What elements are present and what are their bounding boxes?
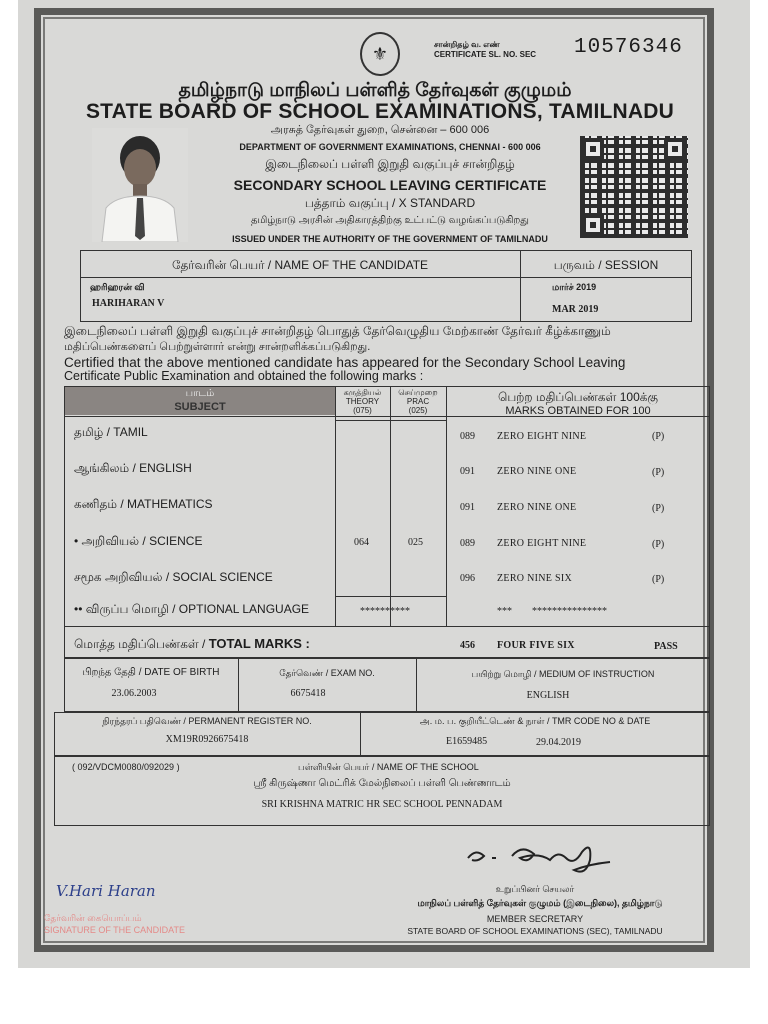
cert-title-tamil: இடைநிலைப் பள்ளி இறுதி வகுப்புச் சான்றிதழ்	[265, 157, 515, 171]
theory-optional: **********	[360, 606, 410, 617]
session-header: பருவம் / SESSION	[553, 258, 659, 272]
words-tamil: ZERO EIGHT NINE	[497, 431, 587, 442]
secretary-tamil-1: உறுப்பினர் செயலர்	[495, 884, 575, 894]
marks-optional: ***	[497, 606, 512, 617]
marks-science: 089	[460, 538, 475, 549]
school-code: ( 092/VDCM0080/092029 )	[72, 762, 180, 772]
total-marks: 456	[460, 640, 475, 651]
statement-english-2: Certificate Public Examination and obtained the following marks :	[64, 369, 424, 383]
cert-title: SECONDARY SCHOOL LEAVING CERTIFICATE	[233, 177, 547, 193]
grade-maths: (P)	[652, 503, 665, 514]
subject-science-row: • அறிவியல் / SCIENCE	[74, 534, 203, 548]
school-label: பள்ளியின் பெயர் / NAME OF THE SCHOOL	[298, 762, 479, 772]
cert-sl-label	[434, 40, 536, 60]
exam-no: 6675418	[290, 688, 326, 699]
tmr-date: 29.04.2019	[536, 737, 581, 748]
candidate-name-tamil: ஹரிஹரன் வி	[90, 282, 145, 292]
candidate-signature: V.Hari Haran	[56, 882, 156, 900]
subject-tamil-row: தமிழ் / TAMIL	[74, 425, 148, 439]
name-header: தேர்வரின் பெயர் / NAME OF THE CANDIDATE	[171, 258, 429, 272]
board-title-english: STATE BOARD OF SCHOOL EXAMINATIONS, TAMILNADU	[85, 100, 675, 123]
subject-maths-row: கணிதம் / MATHEMATICS	[74, 497, 213, 511]
subject-header-tamil: பாடம்	[185, 388, 215, 399]
secretary-english-1: MEMBER SECRETARY	[486, 914, 584, 924]
result: PASS	[654, 641, 678, 652]
prac-science: 025	[408, 537, 423, 548]
board-title-tamil: தமிழ்நாடு மாநிலப் பள்ளித் தேர்வுகள் குழுமம்	[178, 80, 572, 101]
secretary-tamil-2: மாநிலப் பள்ளித் தேர்வுகள் குழுமம் (இடைநிலை), தமிழ்நாடு	[417, 898, 663, 908]
total-words: FOUR FIVE SIX	[497, 640, 575, 651]
exam-no-label: தேர்வெண் / EXAM NO.	[279, 668, 375, 678]
words-optional: ***************	[532, 606, 607, 617]
tamilnadu-emblem-icon: ⚜	[360, 32, 400, 76]
school-name: SRI KRISHNA MATRIC HR SEC SCHOOL PENNADAM	[261, 799, 503, 810]
prac-header: செய்முறை PRAC (025)	[398, 388, 438, 415]
words-maths: ZERO NINE ONE	[497, 502, 577, 513]
statement-tamil-1: இடைநிலைப் பள்ளி இறுதி வகுப்புச் சான்றிதழ் பொதுத் தேர்வெழுதிய மேற்காண் தேர்வர் கீழ்க்காணும்	[64, 324, 611, 338]
dob-label: பிறந்த தேதி / DATE OF BIRTH	[82, 667, 220, 678]
obtained-header-tamil: பெற்ற மதிப்பெண்கள் 100க்கு	[497, 390, 659, 404]
certificate-number: 10576346	[574, 36, 683, 59]
theory-header: கருத்தியல் THEORY (075)	[343, 388, 382, 415]
words-social: ZERO NINE SIX	[497, 573, 573, 584]
standard: பத்தாம் வகுப்பு / X STANDARD	[304, 196, 476, 210]
qr-code	[580, 136, 688, 238]
dob: 23.06.2003	[111, 688, 157, 699]
theory-science: 064	[354, 537, 369, 548]
cert-sl-label-tamil: சான்றிதழ் வ. எண்	[434, 40, 500, 49]
authority-tamil: தமிழ்நாடு அரசின் அதிகாரத்திற்கு உட்பட்டு வழங்கப்படுகிறது	[251, 215, 529, 226]
candidate-signature-label: தேர்வரின் கையொப்பம் SIGNATURE OF THE CANDIDATE	[44, 913, 186, 935]
subject-social-row: சமூக அறிவியல் / SOCIAL SCIENCE	[74, 570, 273, 584]
cert-sl-label-english: CERTIFICATE SL. NO. SEC	[434, 50, 537, 59]
obtained-header: MARKS OBTAINED FOR 100	[505, 405, 651, 417]
tmr-label: அ. ம. ப. குறியீட்டெண் & நாள் / TMR CODE NO & DATE	[419, 716, 651, 726]
medium: ENGLISH	[526, 690, 570, 701]
session-tamil: மார்ச் 2019	[552, 282, 597, 292]
dept-english: DEPARTMENT OF GOVERNMENT EXAMINATIONS, CHENNAI - 600 006	[239, 142, 541, 152]
statement-english-1: Certified that the above mentioned candidate has appeared for the Secondary School Leaving	[64, 355, 626, 370]
subject-optional-row: •• விருப்ப மொழி / OPTIONAL LANGUAGE	[74, 602, 310, 616]
medium-label: பயிற்று மொழி / MEDIUM OF INSTRUCTION	[471, 669, 655, 679]
marks-maths: 091	[460, 502, 475, 513]
total-label: மொத்த மதிப்பெண்கள் / TOTAL MARKS :	[74, 636, 310, 651]
subject-english-row: ஆங்கிலம் / ENGLISH	[74, 461, 192, 475]
authority-english: ISSUED UNDER THE AUTHORITY OF THE GOVERNMENT OF TAMILNADU	[232, 234, 548, 244]
subject-header: SUBJECT	[174, 401, 226, 413]
words-science: ZERO EIGHT NINE	[497, 538, 587, 549]
tmr-code: E1659485	[446, 736, 488, 747]
session: MAR 2019	[552, 304, 599, 315]
grade-science: (P)	[652, 539, 665, 550]
dept-tamil: அரசுத் தேர்வுகள் துறை, சென்னை – 600 006	[270, 124, 490, 136]
reg-no: XM19R0926675418	[165, 734, 249, 745]
marks-english: 091	[460, 466, 475, 477]
grade-english: (P)	[652, 467, 665, 478]
secretary-signature	[462, 836, 622, 882]
secretary-english-2: STATE BOARD OF SCHOOL EXAMINATIONS (SEC), TAMILNADU	[407, 926, 663, 936]
candidate-photo	[92, 128, 188, 242]
candidate-name: HARIHARAN V	[92, 298, 165, 309]
statement-tamil-2: மதிப்பெண்களைப் பெற்றுள்ளார் என்று சான்றளிக்கப்படுகிறது.	[64, 341, 371, 353]
grade-social: (P)	[652, 574, 665, 585]
marks-tamil: 089	[460, 431, 475, 442]
school-name-tamil: ஸ்ரீ கிருஷ்ணா மெட்ரிக் மேல்நிலைப் பள்ளி பெண்ணாடம்	[253, 778, 511, 789]
marks-social: 096	[460, 573, 475, 584]
words-english: ZERO NINE ONE	[497, 466, 577, 477]
reg-label: நிரந்தரப் பதிவெண் / PERMANENT REGISTER NO.	[102, 716, 312, 726]
grade-tamil: (P)	[652, 431, 665, 442]
